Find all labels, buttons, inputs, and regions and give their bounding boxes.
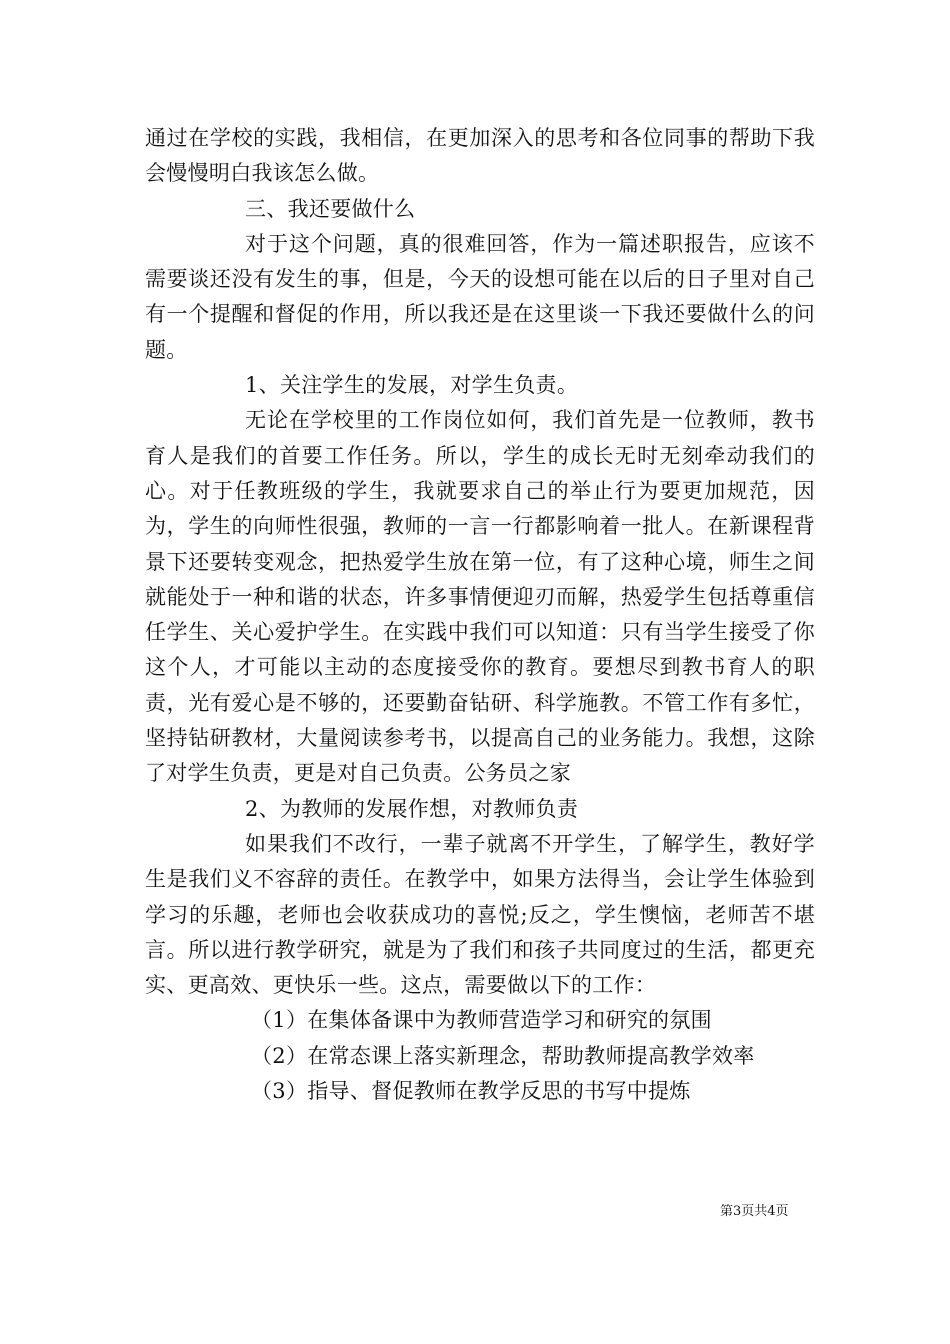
- paragraph-intro: 对于这个问题，真的很难回答，作为一篇述职报告，应该不需要谈还没有发生的事，但是，今天的设想可能在以后的日子里对自己有一个提醒和督促的作用，所以我还是在这里谈一下我还要做什么的问题。: [145, 231, 815, 362]
- section-heading-3: 三、我还要做什么: [245, 196, 416, 221]
- paragraph-teachers: 如果我们不改行，一辈子就离不开学生，了解学生，教好学生是我们义不容辞的责任。在教学中，如果方法得当，会让学生体验到学习的乐趣，老师也会收获成功的喜悦;反之，学生懊恼，老师苦不堪言。所以进行教学研究，就是为了我们和孩子共同度过的生活，都更充实、更高效、更快乐一些。这点，需要做以下的工作：: [145, 831, 815, 998]
- subheading-2: 2、为教师的发展作想，对教师负责: [245, 796, 579, 821]
- subheading-1: 1、关注学生的发展，对学生负责。: [245, 373, 579, 398]
- list-item-1: （1）在集体备课中为教师营造学习和研究的氛围: [251, 1008, 712, 1033]
- list-item-2: （2）在常态课上落实新理念，帮助教师提高教学效率: [251, 1043, 755, 1068]
- paragraph-students: 无论在学校里的工作岗位如何，我们首先是一位教师，教书育人是我们的首要工作任务。所以，学生的成长无时无刻牵动我们的心。对于任教班级的学生，我就要求自己的举止行为要更加规范，因为，学生的向师性很强，教师的一言一行都影响着一批人。在新课程背景下还要转变观念，把热爱学生放在第一位，有了这种心境，师生之间就能处于一种和谐的状态，许多事情便迎刃而解，热爱学生包括尊重信任学生、关心爱护学生。在实践中我们可以知道：只有当学生接受了你这个人，才可能以主动的态度接受你的教育。要想尽到教书育人的职责，光有爱心是不够的，还要勤奋钻研、科学施教。不管工作有多忙，坚持钻研教材，大量阅读参考书，以提高自己的业务能力。我想，这除了对学生负责，更是对自己负责。公务员之家: [145, 408, 815, 786]
- list-item-3: （3）指导、督促教师在教学反思的书写中提炼: [251, 1079, 691, 1104]
- page-number-footer: 第3页共4页: [720, 1204, 789, 1219]
- paragraph-continuation: 通过在学校的实践，我相信，在更加深入的思考和各位同事的帮助下我会慢慢明白我该怎么做。: [145, 126, 815, 186]
- document-body: [145, 121, 815, 1109]
